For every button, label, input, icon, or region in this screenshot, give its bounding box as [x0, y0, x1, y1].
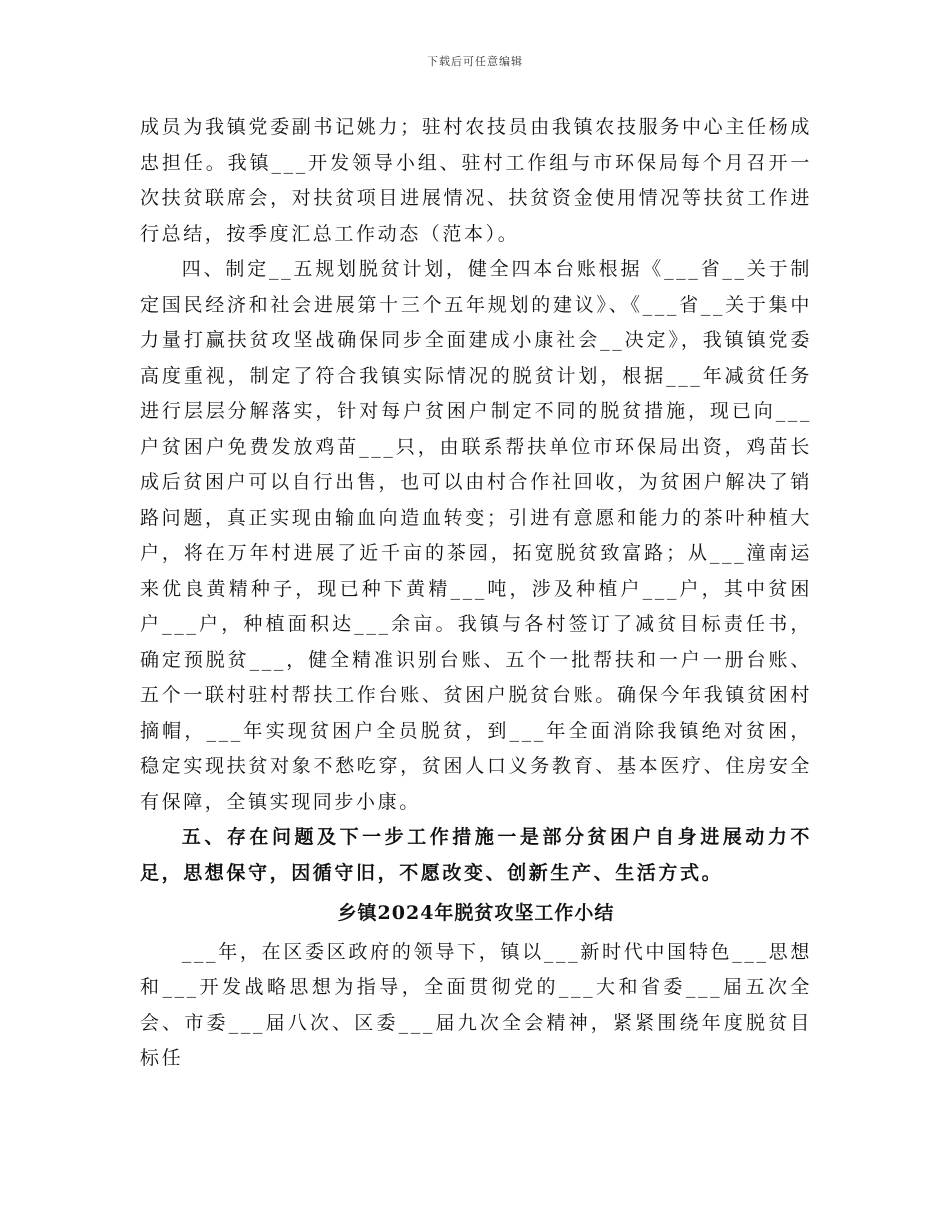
- page-header: 下载后可任意编辑: [427, 55, 523, 68]
- paragraph-continuation: 成员为我镇党委副书记姚力；驻村农技员由我镇农技服务中心主任杨成忠担任。我镇___开发领导小组、驻村工作组与市环保局每个月召开一次扶贫联席会，对扶贫项目进展情况、扶贫资金使用情况等扶贫工作进行总结，按季度汇总工作动态（范本）。: [140, 116, 812, 245]
- section-title: 乡镇2024年脱贫攻坚工作小结: [337, 902, 615, 924]
- document-body: [140, 110, 812, 1077]
- paragraph-section-four: 四、制定__五规划脱贫计划，健全四本台账根据《___省__关于制定国民经济和社会进展第十三个五年规划的建议》、《___省__关于集中力量打赢扶贫攻坚战确保同步全面建成小康社会__决定》，我镇镇党委高度重视，制定了符合我镇实际情况的脱贫计划，根据___年减贫任务进行层层分解落实，针对每户贫困户制定不同的脱贫措施，现已向___户贫困户免费发放鸡苗___只，由联系帮扶单位市环保局出资，鸡苗长成后贫困户可以自行出售，也可以由村合作社回收，为贫困户解决了销路问题，真正实现由输血向造血转变；引进有意愿和能力的茶叶种植大户，将在万年村进展了近千亩的茶园，拓宽脱贫致富路；从___潼南运来优良黄精种子，现已种下黄精___吨，涉及种植户___户，其中贫困户___户，种植面积达___余亩。我镇与各村签订了减贫目标责任书，确定预脱贫___，健全精准识别台账、五个一批帮扶和一户一册台账、五个一联村驻村帮扶工作台账、贫困户脱贫台账。确保今年我镇贫困村摘帽，___年实现贫困户全员脱贫，到___年全面消除我镇绝对贫困，稳定实现扶贫对象不愁吃穿，贫困人口义务教育、基本医疗、住房安全有保障，全镇实现同步小康。: [140, 258, 812, 813]
- paragraph-section-five: 五、存在问题及下一步工作措施一是部分贫困户自身进展动力不足，思想保守，因循守旧，不愿改变、创新生产、生活方式。: [140, 826, 812, 884]
- paragraph-summary-intro: ___年，在区委区政府的领导下，镇以___新时代中国特色___思想和___开发战略思想为指导，全面贯彻党的___大和省委___届五次全会、市委___届八次、区委___届九次全会精神，紧紧围绕年度脱贫目标任: [140, 940, 812, 1069]
